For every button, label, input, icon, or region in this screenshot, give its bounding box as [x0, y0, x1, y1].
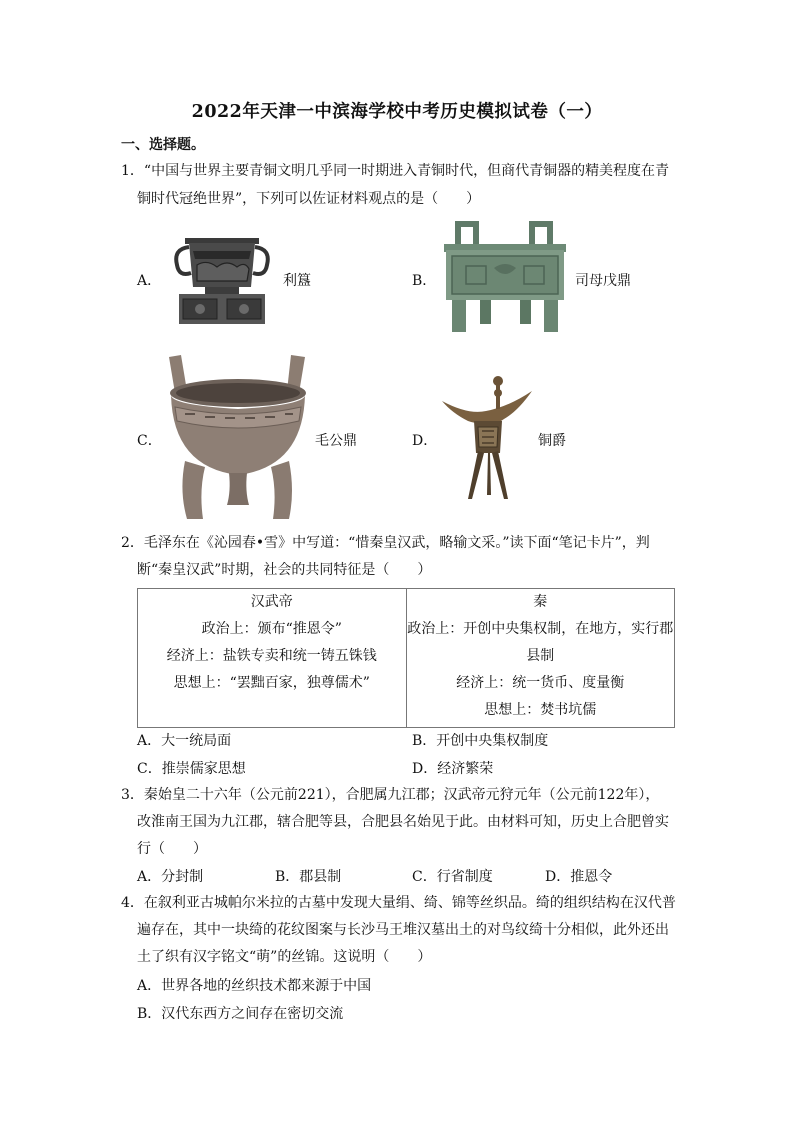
q1-option-a-name: 利簋	[283, 273, 311, 289]
han-wudi-thought: 思想上：“罢黜百家，独尊儒术”	[173, 675, 370, 691]
q4-stem-line3: 土了织有汉字铭文“萌”的丝锦。这说明（ ）	[137, 949, 432, 965]
qin-politics-cont: 县制	[526, 648, 555, 664]
q2-option-a[interactable]: A．大一统局面	[137, 733, 232, 749]
q1-option-a-letter[interactable]: A．	[137, 273, 162, 289]
q1-option-b-name: 司母戊鼎	[575, 273, 631, 289]
note-card-table	[137, 588, 675, 728]
q4-option-b[interactable]: B．汉代东西方之间存在密切交流	[137, 1006, 344, 1022]
q3-stem-line3: 行（ ）	[137, 841, 207, 857]
han-wudi-heading: 汉武帝	[250, 594, 293, 610]
note-card-qin	[406, 589, 675, 728]
bronze-jue-image	[438, 375, 536, 501]
page-title: 2022年天津一中滨海学校中考历史模拟试卷（一）	[191, 102, 603, 122]
han-wudi-politics: 政治上：颁布“推恩令”	[201, 621, 342, 637]
section-heading: 一、选择题。	[121, 137, 205, 153]
note-card-han-wudi	[138, 589, 407, 728]
simuwu-ding-image	[436, 218, 572, 336]
li-gui-image	[167, 229, 277, 326]
q2-option-b[interactable]: B．开创中央集权制度	[412, 733, 549, 749]
q3-option-c[interactable]: C．行省制度	[412, 869, 493, 885]
q2-option-d[interactable]: D．经济繁荣	[412, 761, 494, 777]
q1-option-b-letter[interactable]: B．	[412, 273, 437, 289]
q4-stem-line2: 遍存在，其中一块绮的花纹图案与长沙马王堆汉墓出土的对鸟纹绮十分相似，此外还出	[137, 922, 669, 938]
maogong-ding-image	[165, 351, 311, 523]
q1-option-d-letter[interactable]: D．	[412, 433, 438, 449]
q3-stem-line2: 改淮南王国为九江郡，辖合肥等县，合肥县名始见于此。由材料可知，历史上合肥曾实	[137, 814, 669, 830]
q1-option-c-name: 毛公鼎	[315, 433, 357, 449]
qin-thought: 思想上：焚书坑儒	[484, 702, 597, 718]
qin-heading: 秦	[533, 594, 548, 610]
q1-option-c-letter[interactable]: C．	[137, 433, 162, 449]
q1-option-d-name: 铜爵	[538, 433, 566, 449]
han-wudi-economy: 经济上：盐铁专卖和统一铸五铢钱	[166, 648, 377, 664]
q2-stem-line2: 断“秦皇汉武”时期，社会的共同特征是（ ）	[137, 562, 432, 578]
q2-stem-line1: 2．毛泽东在《沁园春•雪》中写道：“惜秦皇汉武，略输文采。”读下面“笔记卡片”，判	[121, 535, 650, 551]
q3-option-a[interactable]: A．分封制	[137, 869, 204, 885]
q1-stem-line2: 铜时代冠绝世界”，下列可以佐证材料观点的是（ ）	[137, 191, 481, 207]
q4-stem-line1: 4．在叙利亚古城帕尔米拉的古墓中发现大量绢、绮、锦等丝织品。绮的组织结构在汉代普	[121, 895, 676, 911]
q4-option-a[interactable]: A．世界各地的丝织技术都来源于中国	[137, 978, 372, 994]
q1-stem-line1: 1．“中国与世界主要青铜文明几乎同一时期进入青铜时代，但商代青铜器的精美程度在青	[121, 163, 670, 179]
qin-politics: 政治上：开创中央集权制，在地方，实行郡	[407, 621, 674, 637]
q3-stem-line1: 3．秦始皇二十六年（公元前221），合肥属九江郡；汉武帝元狩元年（公元前122年），	[121, 787, 660, 803]
q3-option-d[interactable]: D．推恩令	[545, 869, 613, 885]
qin-economy: 经济上：统一货币、度量衡	[456, 675, 625, 691]
q2-option-c[interactable]: C．推崇儒家思想	[137, 761, 246, 777]
q3-option-b[interactable]: B．郡县制	[275, 869, 342, 885]
